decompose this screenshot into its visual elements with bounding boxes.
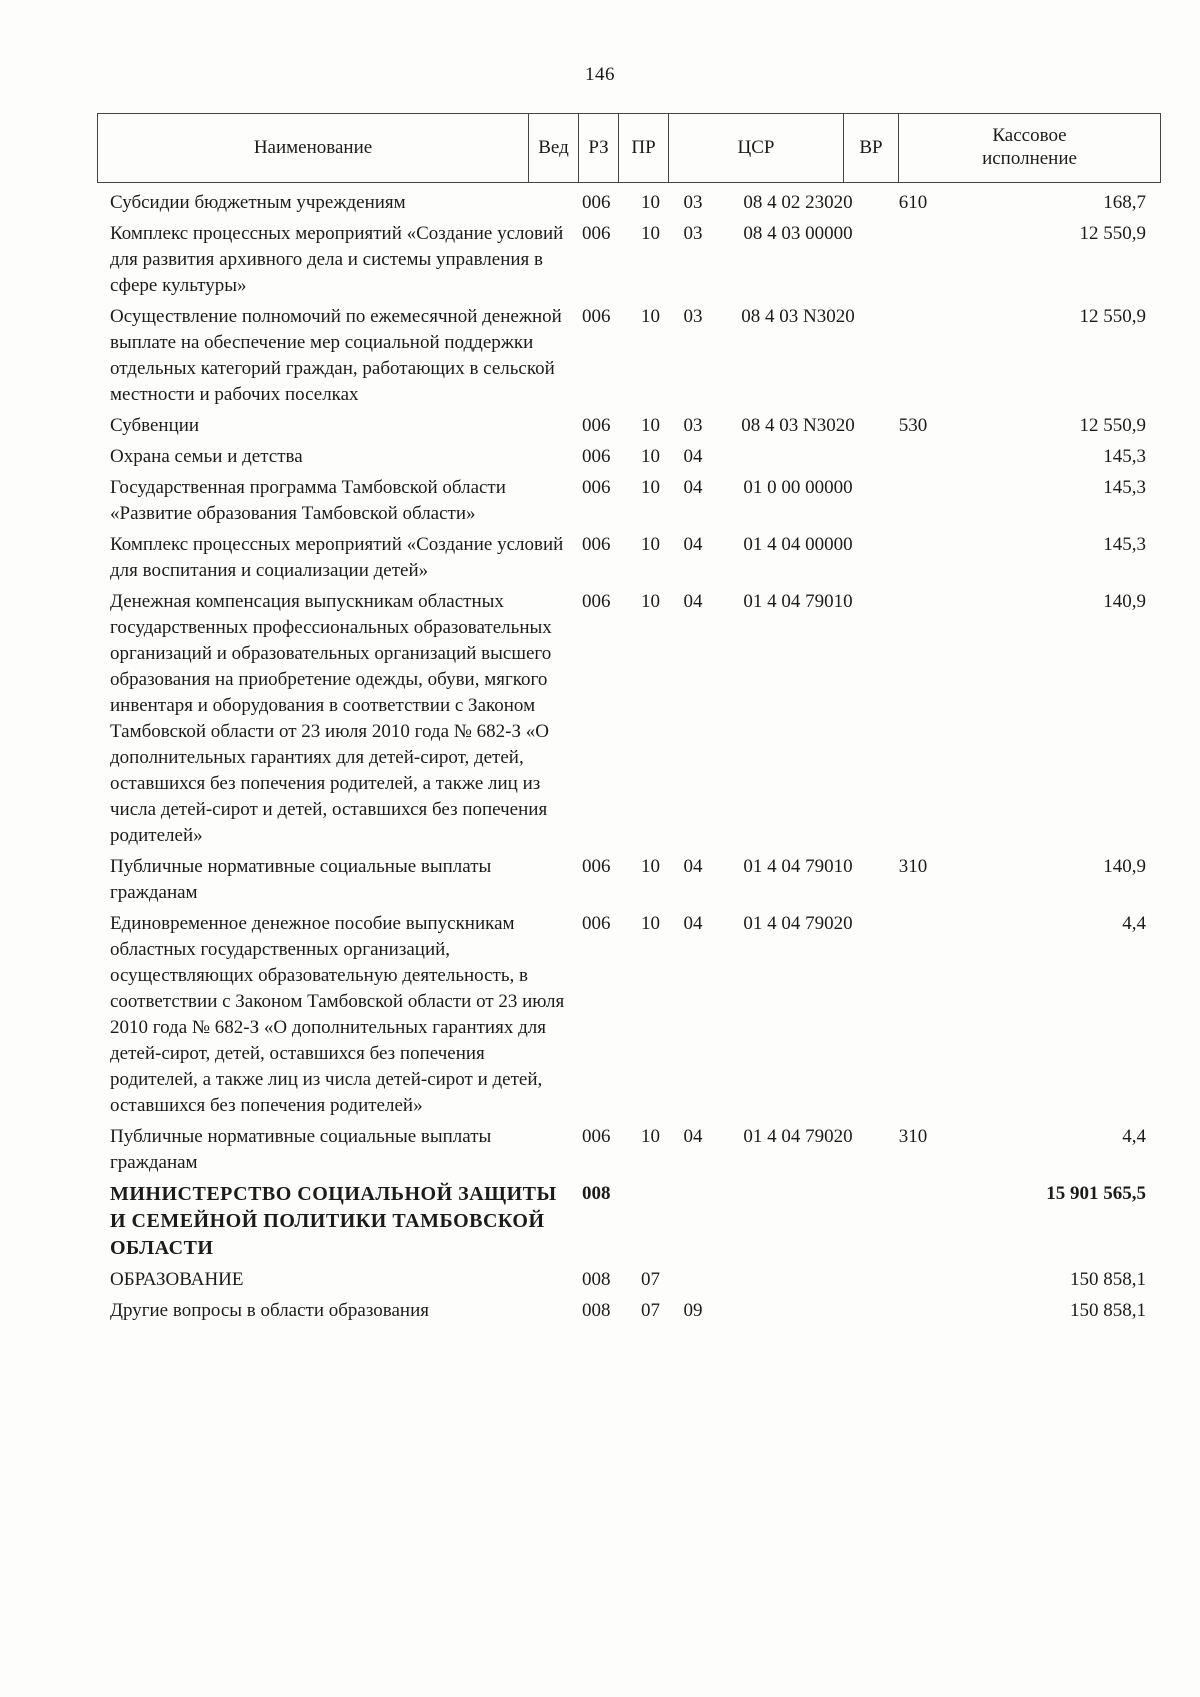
cell-name: Субвенции xyxy=(110,415,200,436)
cell-rz: 10 xyxy=(641,446,660,467)
cell-rz: 07 xyxy=(641,1300,660,1321)
cell-pr: 03 xyxy=(683,192,703,213)
cell-csr xyxy=(713,1298,883,1324)
cell-rz: 10 xyxy=(641,477,660,498)
cell-vr: 310 xyxy=(898,1126,928,1147)
cell-sum: 145,3 xyxy=(1103,446,1146,467)
table-row xyxy=(110,304,1150,408)
cell-rz: 10 xyxy=(641,1126,660,1147)
cell-vr: 310 xyxy=(898,856,928,877)
cell-sum: 145,3 xyxy=(1103,477,1146,498)
cell-pr: 03 xyxy=(683,306,703,327)
cell-ved: 008 xyxy=(582,1183,611,1204)
page-number: 146 xyxy=(585,64,615,85)
cell-vr xyxy=(883,532,943,584)
cell-name: Публичные нормативные социальные выплаты гражданам xyxy=(110,1126,492,1173)
cell-name: Государственная программа Тамбовской области «Развитие образования Тамбовской области» xyxy=(110,477,506,524)
table-header xyxy=(97,113,1161,183)
cell-vr: 530 xyxy=(898,415,928,436)
cell-pr: 04 xyxy=(683,477,703,498)
cell-ved: 006 xyxy=(582,306,611,327)
cell-ved: 006 xyxy=(582,223,611,244)
cell-name: Комплекс процессных мероприятий «Создание условий для воспитания и социализации детей» xyxy=(110,534,564,581)
cell-csr xyxy=(713,444,883,470)
cell-rz xyxy=(628,1181,673,1262)
cell-rz: 10 xyxy=(641,913,660,934)
table-row xyxy=(110,1124,1150,1176)
cell-sum: 150 858,1 xyxy=(1070,1300,1146,1321)
cell-sum: 12 550,9 xyxy=(1079,223,1146,244)
cell-rz: 10 xyxy=(641,223,660,244)
cell-ved: 006 xyxy=(582,534,611,555)
header-csr: ЦСР xyxy=(668,114,843,182)
cell-sum: 12 550,9 xyxy=(1079,415,1146,436)
cell-pr: 04 xyxy=(683,534,703,555)
header-ved: Вед xyxy=(528,114,578,182)
cell-ved: 006 xyxy=(582,856,611,877)
cell-ved: 006 xyxy=(582,1126,611,1147)
table-row xyxy=(110,854,1150,906)
cell-name: Публичные нормативные социальные выплаты гражданам xyxy=(110,856,492,903)
table-row xyxy=(110,911,1150,1119)
cell-csr: 08 4 03 N3020 xyxy=(741,306,855,327)
cell-ved: 006 xyxy=(582,591,611,612)
cell-csr xyxy=(713,1181,883,1262)
cell-vr: 610 xyxy=(898,192,928,213)
cell-csr: 01 4 04 00000 xyxy=(743,534,853,555)
cell-sum: 145,3 xyxy=(1103,534,1146,555)
table-row xyxy=(110,1267,1150,1293)
table-row xyxy=(110,444,1150,470)
table-row xyxy=(110,413,1150,439)
cell-csr xyxy=(713,1267,883,1293)
cell-rz: 10 xyxy=(641,534,660,555)
cell-sum: 140,9 xyxy=(1103,591,1146,612)
cell-ved: 006 xyxy=(582,415,611,436)
cell-vr xyxy=(883,911,943,1119)
cell-name: Охрана семьи и детства xyxy=(110,446,303,467)
cell-ved: 006 xyxy=(582,446,611,467)
cell-name: Комплекс процессных мероприятий «Создание условий для развития архивного дела и системы управления в сфере культуры» xyxy=(110,223,564,296)
table-row xyxy=(110,1298,1150,1324)
cell-vr xyxy=(883,304,943,408)
cell-pr: 04 xyxy=(683,446,703,467)
cell-pr: 04 xyxy=(683,591,703,612)
cell-pr: 04 xyxy=(683,1126,703,1147)
cell-sum: 150 858,1 xyxy=(1070,1269,1146,1290)
table-row xyxy=(110,589,1150,849)
cell-vr xyxy=(883,444,943,470)
cell-csr: 01 4 04 79010 xyxy=(743,591,853,612)
cell-pr: 04 xyxy=(683,856,703,877)
cell-ved: 006 xyxy=(582,477,611,498)
header-pr: ПР xyxy=(618,114,668,182)
cell-name: Субсидии бюджетным учреждениям xyxy=(110,192,406,213)
table-row xyxy=(110,1181,1150,1262)
cell-sum: 15 901 565,5 xyxy=(1046,1183,1146,1204)
cell-sum: 4,4 xyxy=(1122,1126,1146,1147)
table-row xyxy=(110,475,1150,527)
cell-csr: 08 4 03 00000 xyxy=(743,223,853,244)
cell-pr: 04 xyxy=(683,913,703,934)
cell-csr: 01 4 04 79010 xyxy=(743,856,853,877)
cell-rz: 10 xyxy=(641,306,660,327)
cell-ved: 006 xyxy=(582,913,611,934)
cell-rz: 10 xyxy=(641,192,660,213)
cell-ved: 006 xyxy=(582,192,611,213)
cell-pr xyxy=(673,1181,713,1262)
cell-ved: 008 xyxy=(582,1269,611,1290)
cell-rz: 10 xyxy=(641,591,660,612)
cell-vr xyxy=(883,589,943,849)
cell-name: ОБРАЗОВАНИЕ xyxy=(110,1269,244,1290)
cell-pr: 03 xyxy=(683,223,703,244)
cell-vr xyxy=(883,1267,943,1293)
cell-sum: 168,7 xyxy=(1103,192,1146,213)
cell-name: Другие вопросы в области образования xyxy=(110,1300,429,1321)
cell-pr: 09 xyxy=(683,1300,703,1321)
table-row xyxy=(110,221,1150,299)
cell-csr: 01 4 04 79020 xyxy=(743,913,853,934)
cell-pr: 03 xyxy=(683,415,703,436)
cell-pr xyxy=(673,1267,713,1293)
cell-sum: 12 550,9 xyxy=(1079,306,1146,327)
cell-vr xyxy=(883,1298,943,1324)
cell-ved: 008 xyxy=(582,1300,611,1321)
cell-name: Единовременное денежное пособие выпускникам областных государственных организаций, осуществляющих образовательную деятельность, в соответствии с Законом Тамбовской области от 23 июля 2010 года № 682-З «О дополнительных гарантиях для детей-сирот, детей, оставшихся без попечения родителей, а также лиц из числа детей-сирот и детей, оставшихся без попечения родителей» xyxy=(110,913,565,1116)
cell-csr: 08 4 02 23020 xyxy=(743,192,853,213)
table-row xyxy=(110,190,1150,216)
cell-csr: 01 0 00 00000 xyxy=(743,477,853,498)
cell-vr xyxy=(883,221,943,299)
cell-name: МИНИСТЕРСТВО СОЦИАЛЬНОЙ ЗАЩИТЫ И СЕМЕЙНОЙ ПОЛИТИКИ ТАМБОВСКОЙ ОБЛАСТИ xyxy=(110,1183,557,1259)
cell-csr: 08 4 03 N3020 xyxy=(741,415,855,436)
cell-sum: 140,9 xyxy=(1103,856,1146,877)
cell-rz: 10 xyxy=(641,415,660,436)
table-body xyxy=(110,190,1150,1329)
cell-vr xyxy=(883,475,943,527)
header-vr: ВР xyxy=(843,114,898,182)
header-rz: РЗ xyxy=(578,114,618,182)
header-name: Наименование xyxy=(253,136,373,158)
cell-rz: 10 xyxy=(641,856,660,877)
cell-vr xyxy=(883,1181,943,1262)
cell-name: Осуществление полномочий по ежемесячной денежной выплате на обеспечение мер социальной поддержки отдельных категорий граждан, работающих в сельской местности и рабочих поселках xyxy=(110,306,562,405)
table-row xyxy=(110,532,1150,584)
header-sum: Кассовое исполнение xyxy=(898,114,1160,182)
cell-rz: 07 xyxy=(641,1269,660,1290)
cell-name: Денежная компенсация выпускникам областных государственных профессиональных образовательных организаций и образовательных организаций высшего образования на приобретение одежды, обуви, мягкого инвентаря и оборудования в соответствии с Законом Тамбовской области от 23 июля 2010 года № 682-З «О дополнительных гарантиях для детей-сирот, детей, оставшихся без попечения родителей, а также лиц из числа детей-сирот и детей, оставшихся без попечения родителей» xyxy=(110,591,552,846)
cell-sum: 4,4 xyxy=(1122,913,1146,934)
cell-csr: 01 4 04 79020 xyxy=(743,1126,853,1147)
